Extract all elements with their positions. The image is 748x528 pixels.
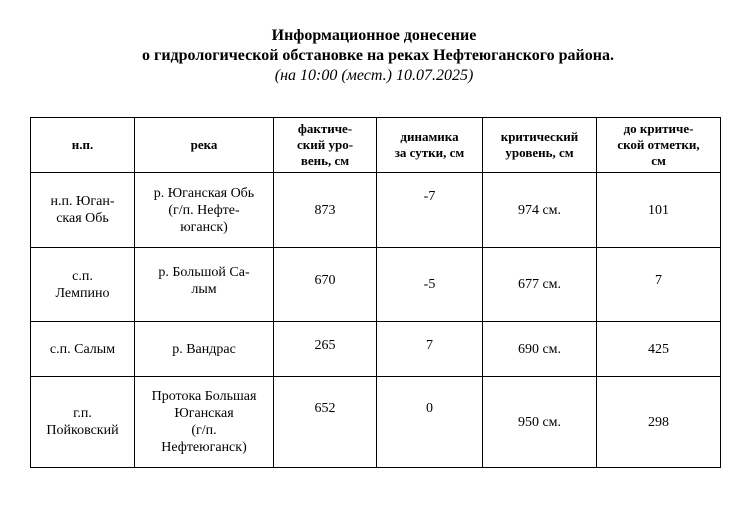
cell-settlement: с.п. Салым: [31, 322, 135, 377]
cell-daily-change: -5: [377, 248, 483, 322]
cell-settlement: г.п. Пойковский: [31, 377, 135, 468]
table-row: [31, 377, 721, 468]
cell-daily-change: 7: [377, 322, 483, 377]
cell-settlement: с.п. Лемпино: [31, 248, 135, 322]
cell-actual-level: 873: [274, 173, 377, 248]
cell-actual-level: 652: [274, 377, 377, 468]
column-header-daily-change: динамика за сутки, см: [377, 118, 483, 173]
cell-river: р. Юганская Обь (г/п. Нефте- юганск): [135, 173, 274, 248]
cell-to-critical: 101: [597, 173, 721, 248]
report-title-line2: о гидрологической обстановке на реках Нефтеюганского района.: [142, 47, 614, 64]
cell-to-critical: 298: [597, 377, 721, 468]
cell-daily-change: 0: [377, 377, 483, 468]
cell-daily-change: -7: [377, 173, 483, 248]
cell-critical-level: 690 см.: [483, 322, 597, 377]
cell-critical-level: 677 см.: [483, 248, 597, 322]
column-header-to-critical: до критиче- ской отметки, см: [597, 118, 721, 173]
column-header-settlement: н.п.: [31, 118, 135, 173]
cell-actual-level: 265: [274, 322, 377, 377]
cell-actual-level: 670: [274, 248, 377, 322]
cell-critical-level: 974 см.: [483, 173, 597, 248]
column-header-critical-level: критический уровень, см: [483, 118, 597, 173]
column-header-river: река: [135, 118, 274, 173]
table-row: [31, 248, 721, 322]
hydrology-table: [30, 117, 721, 468]
table-row: [31, 173, 721, 248]
table-row: [31, 322, 721, 377]
cell-to-critical: 425: [597, 322, 721, 377]
table-header-row: [31, 118, 721, 173]
cell-river: р. Вандрас: [135, 322, 274, 377]
cell-to-critical: 7: [597, 248, 721, 322]
cell-river: Протока Большая Юганская (г/п. Нефтеюганск): [135, 377, 274, 468]
report-timestamp: (на 10:00 (мест.) 10.07.2025): [274, 67, 474, 84]
cell-critical-level: 950 см.: [483, 377, 597, 468]
column-header-actual-level: фактиче- ский уро- вень, см: [274, 118, 377, 173]
cell-settlement: н.п. Юган- ская Обь: [31, 173, 135, 248]
report-title: Информационное донесение: [271, 27, 477, 44]
report-header: [0, 26, 748, 86]
cell-river: р. Большой Са- лым: [135, 248, 274, 322]
